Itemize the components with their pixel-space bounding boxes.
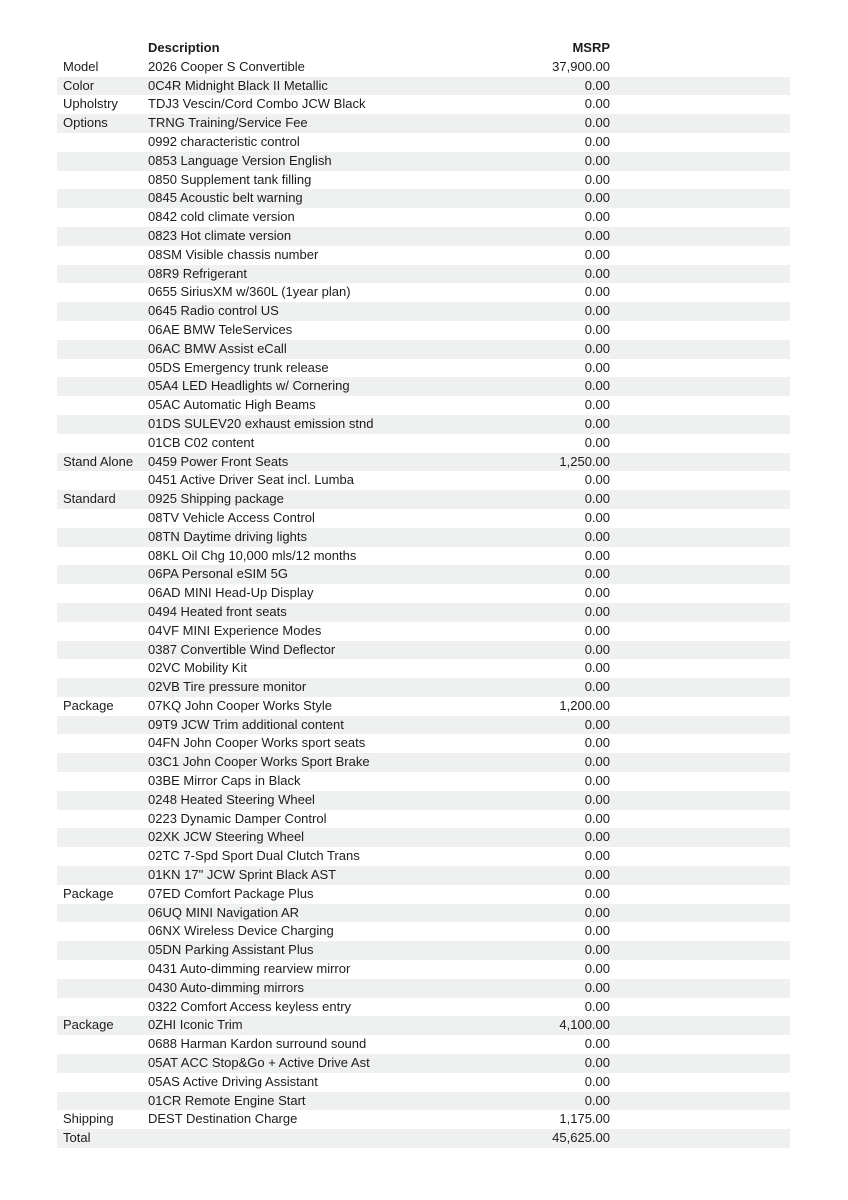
table-row xyxy=(57,1035,790,1054)
row-description-cell: 0C4R Midnight Black II Metallic xyxy=(148,77,328,93)
table-row xyxy=(57,283,790,302)
row-description-cell: 0387 Convertible Wind Deflector xyxy=(148,641,336,657)
row-description-cell: 0645 Radio control US xyxy=(148,303,279,319)
table-row xyxy=(57,904,790,923)
row-description-cell: 03BE Mirror Caps in Black xyxy=(148,773,301,789)
row-description-cell: 09T9 JCW Trim additional content xyxy=(148,716,344,732)
table-row xyxy=(57,246,790,265)
row-description-cell: 0688 Harman Kardon surround sound xyxy=(148,1036,367,1052)
row-msrp-cell: 0.00 xyxy=(584,961,610,977)
row-msrp-cell: 0.00 xyxy=(584,115,610,131)
row-msrp-cell: 0.00 xyxy=(584,679,610,695)
row-msrp-cell: 0.00 xyxy=(584,791,610,807)
table-row xyxy=(57,678,790,697)
row-msrp-cell: 0.00 xyxy=(584,171,610,187)
table-row xyxy=(57,453,790,472)
table-row xyxy=(57,189,790,208)
row-category-cell: Color xyxy=(63,77,95,93)
table-row xyxy=(57,377,790,396)
row-description-cell: 0430 Auto-dimming mirrors xyxy=(148,979,305,995)
row-msrp-cell: 0.00 xyxy=(584,810,610,826)
row-description-cell: 0431 Auto-dimming rearview mirror xyxy=(148,961,351,977)
row-description-cell: 05AC Automatic High Beams xyxy=(148,397,316,413)
row-msrp-cell: 1,200.00 xyxy=(559,697,610,713)
table-row xyxy=(57,1092,790,1111)
row-description-cell: 04VF MINI Experience Modes xyxy=(148,622,322,638)
table-row xyxy=(57,584,790,603)
row-msrp-cell: 0.00 xyxy=(584,566,610,582)
row-msrp-cell: 0.00 xyxy=(584,209,610,225)
row-msrp-cell: 0.00 xyxy=(584,528,610,544)
table-row xyxy=(57,960,790,979)
row-msrp-cell: 0.00 xyxy=(584,641,610,657)
table-row xyxy=(57,603,790,622)
table-row xyxy=(57,828,790,847)
row-description-cell: DEST Destination Charge xyxy=(148,1111,298,1127)
row-msrp-cell: 0.00 xyxy=(584,603,610,619)
table-row xyxy=(57,434,790,453)
row-msrp-cell: 0.00 xyxy=(584,434,610,450)
table-row xyxy=(57,509,790,528)
row-description-cell: TRNG Training/Service Fee xyxy=(148,115,308,131)
table-row xyxy=(57,396,790,415)
row-msrp-cell: 0.00 xyxy=(584,754,610,770)
row-description-cell: 0850 Supplement tank filling xyxy=(148,171,312,187)
table-row xyxy=(57,791,790,810)
row-description-cell: 0223 Dynamic Damper Control xyxy=(148,810,327,826)
row-msrp-cell: 1,175.00 xyxy=(559,1111,610,1127)
row-category-cell: Total xyxy=(63,1130,91,1146)
row-msrp-cell: 0.00 xyxy=(584,622,610,638)
row-description-cell: 06AC BMW Assist eCall xyxy=(148,340,287,356)
row-msrp-cell: 0.00 xyxy=(584,397,610,413)
pricing-table xyxy=(57,39,790,1148)
row-description-cell: 07ED Comfort Package Plus xyxy=(148,885,314,901)
table-rows xyxy=(57,58,790,1148)
row-msrp-cell: 0.00 xyxy=(584,829,610,845)
row-msrp-cell: 37,900.00 xyxy=(552,58,610,74)
row-msrp-cell: 0.00 xyxy=(584,716,610,732)
row-msrp-cell: 4,100.00 xyxy=(559,1017,610,1033)
table-row xyxy=(57,847,790,866)
row-category-cell: Standard xyxy=(63,491,116,507)
table-row xyxy=(57,265,790,284)
row-msrp-cell: 0.00 xyxy=(584,133,610,149)
row-msrp-cell: 0.00 xyxy=(584,1073,610,1089)
row-description-cell: 02XK JCW Steering Wheel xyxy=(148,829,305,845)
table-row xyxy=(57,95,790,114)
row-category-cell: Package xyxy=(63,885,114,901)
table-row xyxy=(57,227,790,246)
table-row xyxy=(57,302,790,321)
row-description-cell: 08SM Visible chassis number xyxy=(148,246,319,262)
row-msrp-cell: 0.00 xyxy=(584,923,610,939)
row-description-cell: 05AS Active Driving Assistant xyxy=(148,1073,318,1089)
row-category-cell: Options xyxy=(63,115,108,131)
row-description-cell: 05DS Emergency trunk release xyxy=(148,359,329,375)
row-description-cell: 01KN 17" JCW Sprint Black AST xyxy=(148,867,337,883)
row-description-cell: 01CB C02 content xyxy=(148,434,255,450)
row-msrp-cell: 0.00 xyxy=(584,265,610,281)
table-row xyxy=(57,1016,790,1035)
table-row xyxy=(57,941,790,960)
row-description-cell: 0451 Active Driver Seat incl. Lumba xyxy=(148,472,354,488)
table-row xyxy=(57,866,790,885)
row-category-cell: Shipping xyxy=(63,1111,114,1127)
row-description-cell: 01DS SULEV20 exhaust emission stnd xyxy=(148,415,374,431)
table-row xyxy=(57,58,790,77)
table-row xyxy=(57,810,790,829)
row-description-cell: 08TV Vehicle Access Control xyxy=(148,509,315,525)
table-row xyxy=(57,772,790,791)
row-msrp-cell: 0.00 xyxy=(584,547,610,563)
row-msrp-cell: 0.00 xyxy=(584,96,610,112)
row-description-cell: 0248 Heated Steering Wheel xyxy=(148,791,315,807)
row-msrp-cell: 0.00 xyxy=(584,867,610,883)
table-row xyxy=(57,77,790,96)
table-row xyxy=(57,152,790,171)
table-row xyxy=(57,1129,790,1148)
table-row xyxy=(57,622,790,641)
row-msrp-cell: 0.00 xyxy=(584,491,610,507)
row-description-cell: 06UQ MINI Navigation AR xyxy=(148,904,300,920)
table-row xyxy=(57,547,790,566)
row-msrp-cell: 0.00 xyxy=(584,998,610,1014)
row-description-cell: 0853 Language Version English xyxy=(148,152,332,168)
row-msrp-cell: 0.00 xyxy=(584,246,610,262)
row-msrp-cell: 0.00 xyxy=(584,848,610,864)
row-description-cell: 0494 Heated front seats xyxy=(148,603,287,619)
row-category-cell: Upholstry xyxy=(63,96,118,112)
row-msrp-cell: 0.00 xyxy=(584,227,610,243)
row-description-cell: 06AE BMW TeleServices xyxy=(148,321,293,337)
row-description-cell: 0823 Hot climate version xyxy=(148,227,292,243)
row-description-cell: 0ZHI Iconic Trim xyxy=(148,1017,243,1033)
row-description-cell: 03C1 John Cooper Works Sport Brake xyxy=(148,754,370,770)
row-msrp-cell: 0.00 xyxy=(584,472,610,488)
row-msrp-cell: 0.00 xyxy=(584,735,610,751)
row-description-cell: 0655 SiriusXM w/360L (1year plan) xyxy=(148,284,351,300)
row-msrp-cell: 0.00 xyxy=(584,509,610,525)
row-msrp-cell: 0.00 xyxy=(584,585,610,601)
row-description-cell: 05DN Parking Assistant Plus xyxy=(148,942,314,958)
row-description-cell: 02VB Tire pressure monitor xyxy=(148,679,307,695)
row-description-cell: 01CR Remote Engine Start xyxy=(148,1092,306,1108)
column-header-msrp: MSRP xyxy=(572,40,610,55)
row-description-cell: 0845 Acoustic belt warning xyxy=(148,190,303,206)
row-msrp-cell: 0.00 xyxy=(584,942,610,958)
row-msrp-cell: 0.00 xyxy=(584,190,610,206)
row-description-cell: 2026 Cooper S Convertible xyxy=(148,58,305,74)
row-category-cell: Package xyxy=(63,697,114,713)
table-row xyxy=(57,208,790,227)
row-msrp-cell: 1,250.00 xyxy=(559,453,610,469)
row-description-cell: 06AD MINI Head-Up Display xyxy=(148,585,314,601)
table-row xyxy=(57,171,790,190)
table-row xyxy=(57,697,790,716)
table-row xyxy=(57,641,790,660)
row-msrp-cell: 0.00 xyxy=(584,660,610,676)
row-msrp-cell: 0.00 xyxy=(584,378,610,394)
table-header-row xyxy=(57,39,790,58)
table-row xyxy=(57,659,790,678)
row-description-cell: 06NX Wireless Device Charging xyxy=(148,923,334,939)
row-description-cell: 04FN John Cooper Works sport seats xyxy=(148,735,366,751)
table-row xyxy=(57,340,790,359)
row-msrp-cell: 0.00 xyxy=(584,1036,610,1052)
column-header-description: Description xyxy=(148,40,220,55)
row-msrp-cell: 0.00 xyxy=(584,303,610,319)
row-description-cell: 08R9 Refrigerant xyxy=(148,265,247,281)
table-row xyxy=(57,716,790,735)
row-category-cell: Package xyxy=(63,1017,114,1033)
row-description-cell: 0925 Shipping package xyxy=(148,491,284,507)
row-msrp-cell: 0.00 xyxy=(584,77,610,93)
row-category-cell: Stand Alone xyxy=(63,453,134,469)
table-row xyxy=(57,753,790,772)
row-description-cell: 0459 Power Front Seats xyxy=(148,453,289,469)
row-category-cell: Model xyxy=(63,58,99,74)
row-description-cell: 0992 characteristic control xyxy=(148,133,300,149)
row-description-cell: 0842 cold climate version xyxy=(148,209,295,225)
row-msrp-cell: 0.00 xyxy=(584,415,610,431)
row-msrp-cell: 0.00 xyxy=(584,979,610,995)
row-description-cell: TDJ3 Vescin/Cord Combo JCW Black xyxy=(148,96,366,112)
row-description-cell: 0322 Comfort Access keyless entry xyxy=(148,998,352,1014)
row-msrp-cell: 0.00 xyxy=(584,321,610,337)
table-row xyxy=(57,528,790,547)
table-row xyxy=(57,321,790,340)
table-row xyxy=(57,359,790,378)
table-row xyxy=(57,114,790,133)
row-msrp-cell: 0.00 xyxy=(584,1092,610,1108)
row-description-cell: 02TC 7-Spd Sport Dual Clutch Trans xyxy=(148,848,360,864)
row-description-cell: 06PA Personal eSIM 5G xyxy=(148,566,288,582)
table-row xyxy=(57,998,790,1017)
row-msrp-cell: 0.00 xyxy=(584,1055,610,1071)
row-description-cell: 05AT ACC Stop&Go + Active Drive Ast xyxy=(148,1055,370,1071)
table-row xyxy=(57,565,790,584)
row-description-cell: 05A4 LED Headlights w/ Cornering xyxy=(148,378,350,394)
table-row xyxy=(57,979,790,998)
row-msrp-cell: 0.00 xyxy=(584,904,610,920)
row-description-cell: 08TN Daytime driving lights xyxy=(148,528,307,544)
row-description-cell: 07KQ John Cooper Works Style xyxy=(148,697,333,713)
table-row xyxy=(57,415,790,434)
row-msrp-cell: 0.00 xyxy=(584,885,610,901)
table-row xyxy=(57,133,790,152)
row-msrp-cell: 0.00 xyxy=(584,340,610,356)
table-row xyxy=(57,471,790,490)
row-msrp-cell: 0.00 xyxy=(584,773,610,789)
table-row xyxy=(57,734,790,753)
table-row xyxy=(57,490,790,509)
table-row xyxy=(57,922,790,941)
table-row xyxy=(57,885,790,904)
row-msrp-cell: 0.00 xyxy=(584,359,610,375)
row-msrp-cell: 0.00 xyxy=(584,284,610,300)
table-row xyxy=(57,1073,790,1092)
row-msrp-cell: 0.00 xyxy=(584,152,610,168)
table-row xyxy=(57,1110,790,1129)
table-row xyxy=(57,1054,790,1073)
row-description-cell: 02VC Mobility Kit xyxy=(148,660,247,676)
row-msrp-cell: 45,625.00 xyxy=(552,1130,610,1146)
row-description-cell: 08KL Oil Chg 10,000 mls/12 months xyxy=(148,547,357,563)
